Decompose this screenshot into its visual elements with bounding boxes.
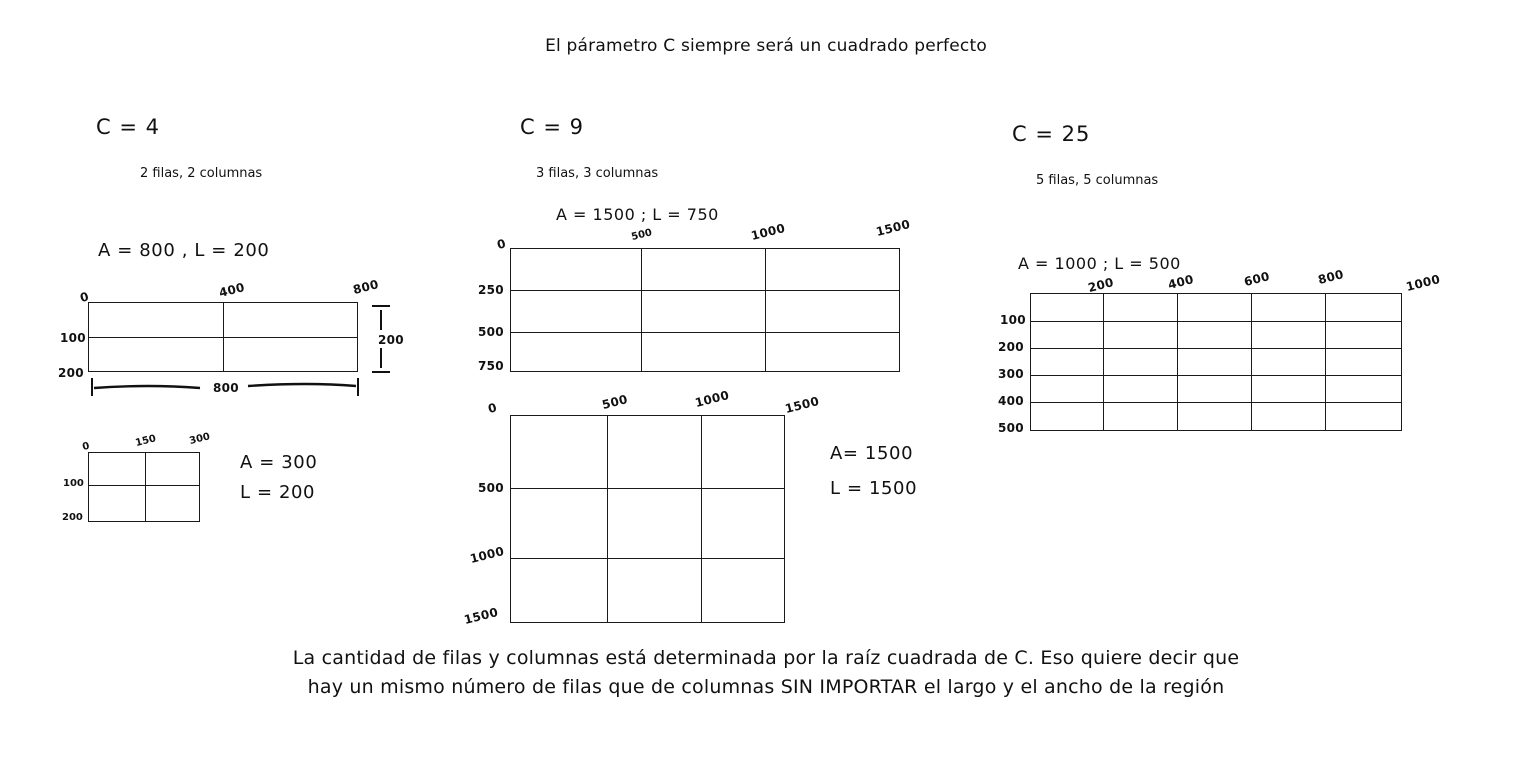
grid-line-vertical xyxy=(1325,294,1326,430)
grid-c9-square-x-tick-1: 500 xyxy=(600,392,630,412)
grid-c25-y-tick-1: 200 xyxy=(998,340,1024,354)
grid-c9-wide-x-tick-1: 500 xyxy=(630,227,654,243)
grid-c9-wide-dims-label: A = 1500 ; L = 750 xyxy=(556,205,719,224)
grid-c9-square xyxy=(510,415,785,623)
grid-line-horizontal xyxy=(1031,402,1401,403)
grid-c9-square-x-tick-3: 1500 xyxy=(783,394,821,416)
grid-c25-y-tick-4: 500 xyxy=(998,421,1024,435)
grid-c9-square-label-a: A= 1500 xyxy=(830,443,914,464)
grid-c25-y-tick-2: 300 xyxy=(998,367,1024,381)
grid-c9-square-x-tick-2: 1000 xyxy=(693,388,731,410)
grid-c4-main-x-tick-2: 800 xyxy=(351,277,381,297)
grid-c4-main-dims-label: A = 800 , L = 200 xyxy=(98,240,270,261)
grid-c4-main-y-tick-2: 200 xyxy=(58,366,84,380)
grid-c4-small-x-tick-1: 150 xyxy=(134,433,158,449)
grid-c9-square-y-tick-3: 1500 xyxy=(462,605,500,627)
footer-line-2: hay un mismo número de filas que de columnas SIN IMPORTAR el largo y el ancho de la región xyxy=(307,676,1225,699)
grid-line-vertical xyxy=(1103,294,1104,430)
grid-line-horizontal xyxy=(1031,321,1401,322)
grid-c25 xyxy=(1030,293,1402,431)
grid-c9-wide-y-tick-3: 750 xyxy=(478,359,504,373)
footer-line-1: La cantidad de filas y columnas está determinada por la raíz cuadrada de C. Eso quiere decir que xyxy=(292,647,1240,669)
section-heading-c9: C = 9 xyxy=(520,115,584,139)
grid-c4-small-x-tick-2: 300 xyxy=(188,431,212,447)
page-title: El párametro C siempre será un cuadrado perfecto xyxy=(545,36,987,56)
grid-c4-small-y-tick-1: 100 xyxy=(63,478,84,489)
grid-c9-wide-y-tick-2: 500 xyxy=(478,325,504,339)
section-subheading-c25: 5 filas, 5 columnas xyxy=(1036,173,1159,188)
grid-c4-small-label-l: L = 200 xyxy=(240,482,316,503)
grid-c9-wide-x-tick-0: 0 xyxy=(495,236,508,252)
grid-c4-small-y-tick-2: 200 xyxy=(62,512,83,523)
grid-line-vertical xyxy=(641,249,642,371)
grid-c9-square-label-l: L = 1500 xyxy=(830,478,918,499)
grid-c9-wide-x-tick-2: 1000 xyxy=(749,221,787,243)
grid-c4-small-label-a: A = 300 xyxy=(240,452,318,473)
section-heading-c25: C = 25 xyxy=(1012,122,1091,146)
grid-c4-main-width-annotation: 800 xyxy=(213,381,239,395)
grid-c4-small xyxy=(88,452,200,522)
grid-line-horizontal xyxy=(1031,375,1401,376)
grid-line-vertical xyxy=(765,249,766,371)
grid-c25-x-tick-4: 1000 xyxy=(1404,272,1442,294)
grid-line-vertical xyxy=(1251,294,1252,430)
grid-c9-wide-x-tick-3: 1500 xyxy=(874,217,912,239)
grid-c25-x-tick-0: 200 xyxy=(1086,275,1116,295)
grid-c25-x-tick-1: 400 xyxy=(1166,272,1196,292)
section-subheading-c9: 3 filas, 3 columnas xyxy=(536,166,659,181)
footer-note xyxy=(0,644,1532,703)
grid-c9-wide-y-tick-1: 250 xyxy=(478,283,504,297)
grid-line-horizontal xyxy=(511,290,899,291)
grid-c4-main-x-tick-0: 0 xyxy=(78,289,91,305)
grid-line-horizontal xyxy=(1031,348,1401,349)
grid-c25-y-tick-3: 400 xyxy=(998,394,1024,408)
grid-line-horizontal xyxy=(511,332,899,333)
grid-c4-small-x-tick-0: 0 xyxy=(81,440,91,453)
section-subheading-c4: 2 filas, 2 columnas xyxy=(140,166,263,181)
grid-c4-dimension-marks xyxy=(88,300,398,400)
grid-c4-main-height-annotation: 200 xyxy=(378,333,404,347)
grid-c25-x-tick-3: 800 xyxy=(1316,267,1346,287)
grid-line-vertical xyxy=(701,416,702,622)
grid-c25-x-tick-2: 600 xyxy=(1242,269,1272,289)
grid-line-vertical xyxy=(607,416,608,622)
grid-c9-square-y-tick-1: 500 xyxy=(478,481,504,495)
grid-c9-wide xyxy=(510,248,900,372)
grid-line-horizontal xyxy=(511,488,784,489)
grid-line-vertical xyxy=(1177,294,1178,430)
grid-line-horizontal xyxy=(511,558,784,559)
grid-c9-square-y-tick-2: 1000 xyxy=(468,544,506,566)
grid-c9-square-x-tick-0: 0 xyxy=(486,400,499,416)
grid-c4-main-x-tick-1: 400 xyxy=(217,280,247,300)
grid-c25-dims-label: A = 1000 ; L = 500 xyxy=(1018,254,1181,273)
grid-c4-main-y-tick-1: 100 xyxy=(60,331,86,345)
section-heading-c4: C = 4 xyxy=(96,115,160,139)
grid-c25-y-tick-0: 100 xyxy=(1000,313,1026,327)
grid-line-vertical xyxy=(145,453,146,521)
grid-line-horizontal xyxy=(89,485,199,486)
